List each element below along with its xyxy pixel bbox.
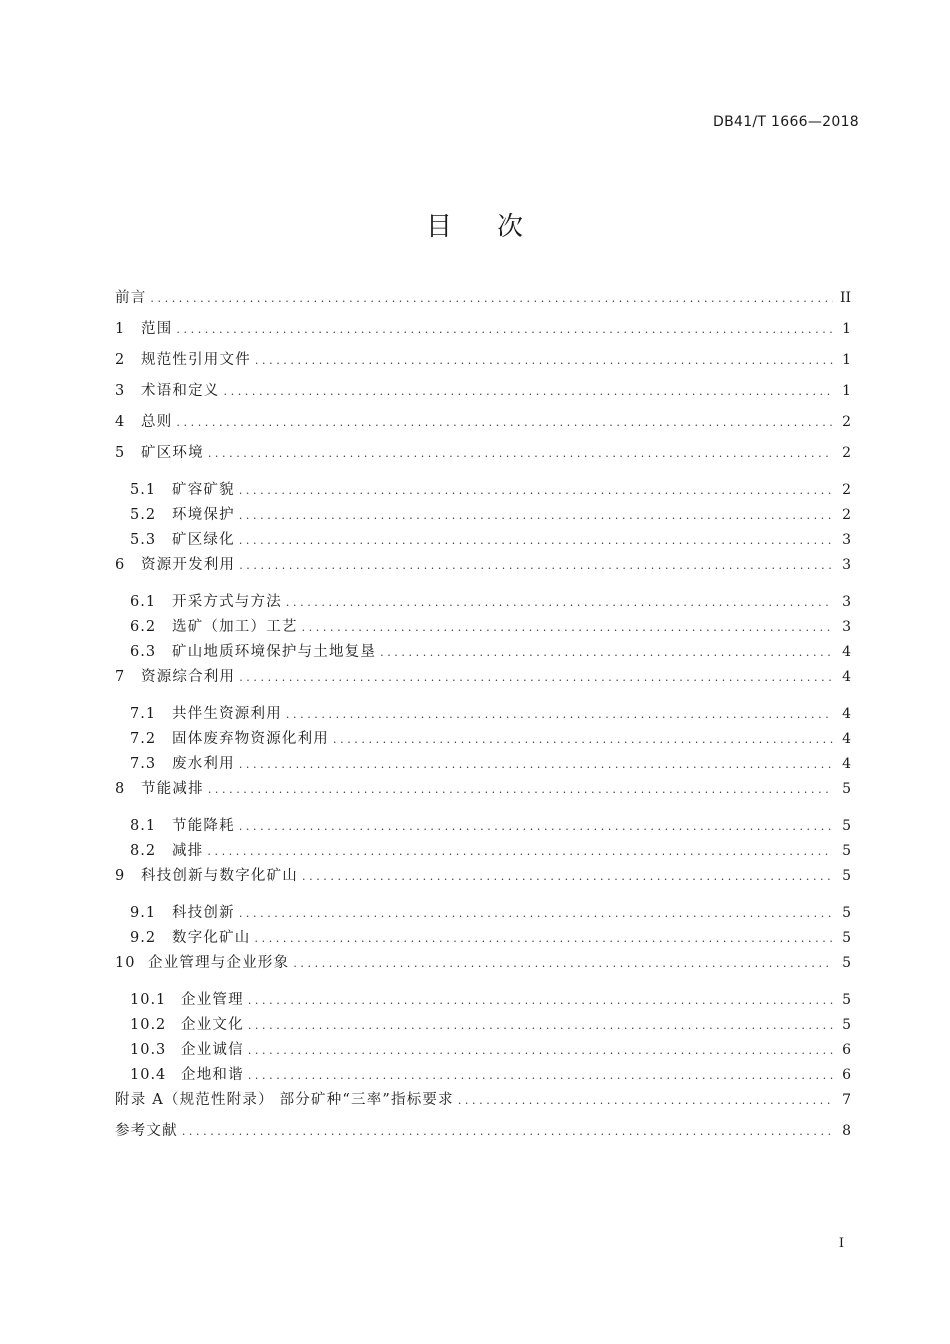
- toc-entry-label: 节能减排: [141, 781, 204, 797]
- dot-leader: [239, 671, 833, 684]
- dot-leader: [176, 416, 833, 429]
- toc-entry-page: 4: [842, 756, 851, 772]
- toc-entry-number: 8.2: [130, 843, 157, 859]
- dot-leader: [224, 385, 834, 398]
- toc-entry-page: 3: [842, 594, 851, 610]
- dot-leader: [248, 1069, 833, 1082]
- toc-entry-page: 2: [842, 414, 851, 430]
- toc-subentry[interactable]: [115, 478, 851, 503]
- toc-entry-number: 5.1: [130, 482, 157, 498]
- toc-subentry[interactable]: [115, 727, 851, 752]
- toc-entry-number: 8: [115, 781, 126, 797]
- title-char-1: 目: [425, 212, 453, 242]
- toc-entry-number: 7: [115, 669, 126, 685]
- toc-entry-number: 6.1: [130, 594, 157, 610]
- toc-subentry[interactable]: [115, 590, 851, 615]
- toc-entry-number: 10.4: [130, 1067, 167, 1083]
- toc-entry-page: II: [839, 290, 851, 306]
- toc-subentry[interactable]: [115, 901, 851, 926]
- toc-entry-label: 矿区环境: [141, 445, 204, 461]
- toc-entry-number: 7.1: [130, 706, 157, 722]
- dot-leader: [333, 733, 833, 746]
- toc-entry-label: 矿山地质环境保护与土地复垦: [172, 644, 377, 660]
- toc-entry-number: 10.2: [130, 1017, 167, 1033]
- toc-subentry[interactable]: [115, 1063, 851, 1088]
- toc-entry-number: 5.3: [130, 532, 157, 548]
- toc-entry-page: 5: [842, 930, 851, 946]
- toc-entry-page: 4: [842, 669, 851, 685]
- toc-entry-page: 1: [842, 383, 851, 399]
- toc-entry-label: 范围: [141, 321, 173, 337]
- toc-entry-page: 2: [842, 445, 851, 461]
- toc-entry-label: 企业诚信: [181, 1042, 244, 1058]
- toc-entry-page: 4: [842, 731, 851, 747]
- dot-leader: [458, 1094, 833, 1107]
- toc-entry-label: 选矿（加工）工艺: [172, 619, 298, 635]
- toc-entry[interactable]: [115, 441, 851, 472]
- toc-entry-page: 5: [842, 843, 851, 859]
- toc-entry-label: 科技创新与数字化矿山: [141, 868, 298, 884]
- toc-entry-number: 9.2: [130, 930, 157, 946]
- toc-subentry[interactable]: [115, 1013, 851, 1038]
- page-title: [0, 206, 950, 243]
- toc-entry-page: 6: [842, 1042, 851, 1058]
- toc-entry[interactable]: [115, 1088, 851, 1119]
- toc-entry-number: 10.3: [130, 1042, 167, 1058]
- dot-leader: [302, 870, 833, 883]
- dot-leader: [286, 596, 833, 609]
- toc-entry-label: 企业管理与企业形象: [148, 955, 290, 971]
- toc-entry-number: 8.1: [130, 818, 157, 834]
- toc-entry-label: 术语和定义: [141, 383, 220, 399]
- toc-entry-page: 5: [842, 992, 851, 1008]
- toc-entry-label: 环境保护: [172, 507, 235, 523]
- toc-entry-page: 7: [842, 1092, 851, 1108]
- dot-leader: [239, 559, 833, 572]
- toc-entry-page: 3: [842, 532, 851, 548]
- toc-entry[interactable]: [115, 864, 851, 895]
- table-of-contents: [115, 286, 851, 1150]
- toc-entry-label: 企业管理: [181, 992, 244, 1008]
- toc-entry[interactable]: [115, 348, 851, 379]
- toc-entry-label: 总则: [141, 414, 173, 430]
- dot-leader: [150, 292, 833, 305]
- toc-entry[interactable]: [115, 1119, 851, 1150]
- toc-entry-label: 减排: [172, 843, 204, 859]
- dot-leader: [239, 534, 833, 547]
- toc-entry-number: 1: [115, 321, 126, 337]
- toc-entry-label: 企业文化: [181, 1017, 244, 1033]
- toc-entry-page: 1: [842, 321, 851, 337]
- toc-entry-number: 6: [115, 557, 126, 573]
- toc-entry[interactable]: [115, 951, 851, 982]
- toc-entry-label: 节能降耗: [172, 818, 235, 834]
- dot-leader: [207, 845, 833, 858]
- dot-leader: [239, 758, 833, 771]
- toc-entry-label: 资源综合利用: [141, 669, 236, 685]
- toc-subentry[interactable]: [115, 814, 851, 839]
- toc-entry-page: 5: [842, 781, 851, 797]
- toc-subentry[interactable]: [115, 1038, 851, 1063]
- dot-leader: [239, 509, 833, 522]
- toc-subentry[interactable]: [115, 702, 851, 727]
- toc-entry-page: 2: [842, 507, 851, 523]
- toc-entry-number: 10: [115, 955, 136, 971]
- toc-entry-number: 6.2: [130, 619, 157, 635]
- toc-entry-number: 7.3: [130, 756, 157, 772]
- toc-entry[interactable]: [115, 553, 851, 584]
- toc-entry-page: 4: [842, 644, 851, 660]
- toc-entry-label: 前言: [115, 290, 147, 306]
- dot-leader: [248, 1044, 833, 1057]
- toc-entry-label: 矿容矿貌: [172, 482, 235, 498]
- toc-subentry[interactable]: [115, 615, 851, 640]
- toc-entry-page: 8: [842, 1123, 851, 1139]
- toc-entry-label: 矿区绿化: [172, 532, 235, 548]
- toc-subentry[interactable]: [115, 988, 851, 1013]
- footer-page-number: I: [838, 1236, 844, 1251]
- toc-entry-page: 5: [842, 818, 851, 834]
- toc-entry-page: 5: [842, 955, 851, 971]
- dot-leader: [302, 621, 833, 634]
- toc-entry-number: 6.3: [130, 644, 157, 660]
- toc-entry-label: 附录 A（规范性附录） 部分矿种“三率”指标要求: [115, 1092, 454, 1108]
- toc-entry-number: 5.2: [130, 507, 157, 523]
- dot-leader: [380, 646, 833, 659]
- toc-subentry[interactable]: [115, 752, 851, 777]
- dot-leader: [248, 994, 833, 1007]
- toc-entry-number: 3: [115, 383, 126, 399]
- toc-entry-number: 7.2: [130, 731, 157, 747]
- toc-entry-label: 资源开发利用: [141, 557, 236, 573]
- toc-entry-number: 5: [115, 445, 126, 461]
- dot-leader: [208, 447, 833, 460]
- toc-entry-label: 规范性引用文件: [141, 352, 251, 368]
- toc-entry-number: 10.1: [130, 992, 167, 1008]
- toc-entry-page: 6: [842, 1067, 851, 1083]
- dot-leader: [176, 323, 833, 336]
- toc-entry[interactable]: [115, 379, 851, 410]
- toc-entry-label: 参考文献: [115, 1123, 178, 1139]
- toc-entry-label: 固体废弃物资源化利用: [172, 731, 329, 747]
- toc-entry[interactable]: [115, 410, 851, 441]
- dot-leader: [255, 354, 833, 367]
- toc-entry[interactable]: [115, 777, 851, 808]
- toc-entry-number: 9.1: [130, 905, 157, 921]
- toc-entry-label: 数字化矿山: [172, 930, 251, 946]
- toc-entry-label: 开采方式与方法: [172, 594, 282, 610]
- toc-subentry[interactable]: [115, 839, 851, 864]
- toc-entry-page: 5: [842, 1017, 851, 1033]
- dot-leader: [239, 820, 833, 833]
- dot-leader: [239, 907, 833, 920]
- toc-entry-page: 3: [842, 557, 851, 573]
- dot-leader: [182, 1125, 833, 1138]
- toc-entry-number: 9: [115, 868, 126, 884]
- toc-entry[interactable]: [115, 317, 851, 348]
- toc-subentry[interactable]: [115, 926, 851, 951]
- toc-entry-number: 2: [115, 352, 126, 368]
- dot-leader: [255, 932, 834, 945]
- toc-entry-label: 废水利用: [172, 756, 235, 772]
- toc-subentry[interactable]: [115, 528, 851, 553]
- toc-entry-page: 5: [842, 905, 851, 921]
- dot-leader: [239, 484, 833, 497]
- toc-subentry[interactable]: [115, 640, 851, 665]
- dot-leader: [286, 708, 833, 721]
- toc-entry[interactable]: [115, 286, 851, 317]
- toc-entry-page: 1: [842, 352, 851, 368]
- toc-entry-page: 2: [842, 482, 851, 498]
- toc-entry-page: 4: [842, 706, 851, 722]
- dot-leader: [248, 1019, 833, 1032]
- toc-entry-page: 5: [842, 868, 851, 884]
- toc-entry-number: 4: [115, 414, 126, 430]
- document-code: DB41/T 1666—2018: [713, 114, 859, 130]
- dot-leader: [208, 783, 833, 796]
- toc-subentry[interactable]: [115, 503, 851, 528]
- toc-entry-label: 科技创新: [172, 905, 235, 921]
- toc-entry-page: 3: [842, 619, 851, 635]
- title-char-2: 次: [497, 212, 525, 242]
- toc-entry-label: 企地和谐: [181, 1067, 244, 1083]
- dot-leader: [293, 957, 833, 970]
- toc-entry[interactable]: [115, 665, 851, 696]
- toc-entry-label: 共伴生资源利用: [172, 706, 282, 722]
